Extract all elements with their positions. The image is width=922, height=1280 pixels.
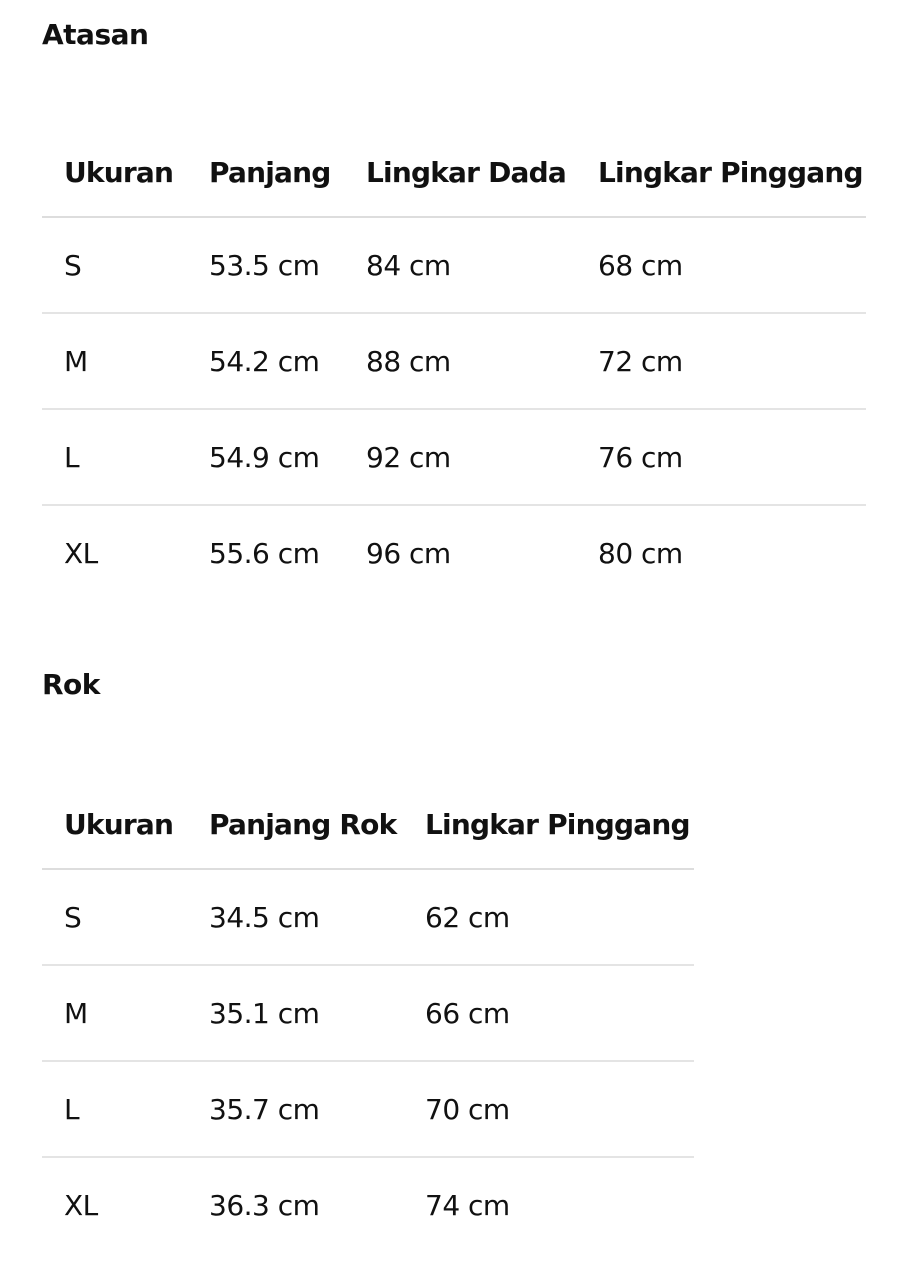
table-cell: 54.9 cm	[187, 409, 344, 505]
table-header-row	[42, 128, 866, 217]
table-cell: 68 cm	[576, 217, 866, 313]
table-cell: 54.2 cm	[187, 313, 344, 409]
table-cell: 36.3 cm	[209, 1188, 320, 1222]
table-row	[42, 965, 694, 1061]
table-cell: 35.7 cm	[187, 1061, 403, 1157]
column-header: Panjang	[187, 128, 344, 217]
column-header: Lingkar Dada	[344, 128, 576, 217]
table-cell: M	[42, 965, 187, 1061]
column-header: Lingkar Pinggang	[403, 780, 694, 869]
table-cell: 53.5 cm	[187, 217, 344, 313]
table-cell: 80 cm	[598, 536, 683, 570]
table-cell: S	[42, 217, 187, 313]
table-cell: XL	[64, 1188, 98, 1222]
table-row	[42, 1061, 694, 1157]
section-title-rok: Rok	[42, 668, 100, 701]
table-row	[42, 409, 866, 505]
table-cell: L	[42, 409, 187, 505]
size-table-atasan	[42, 128, 866, 600]
table-cell: 72 cm	[576, 313, 866, 409]
table-row	[42, 217, 866, 313]
table-cell: 96 cm	[366, 536, 451, 570]
table-row	[42, 869, 694, 965]
table-cell: 88 cm	[344, 313, 576, 409]
table-row	[42, 505, 866, 600]
table-cell: L	[42, 1061, 187, 1157]
section-title-atasan: Atasan	[42, 18, 149, 51]
table-cell: S	[42, 869, 187, 965]
table-cell: 34.5 cm	[187, 869, 403, 965]
table-cell: 35.1 cm	[187, 965, 403, 1061]
column-header: Ukuran	[42, 128, 187, 217]
table-header-row	[42, 780, 694, 869]
table-cell: 76 cm	[576, 409, 866, 505]
table-cell: 62 cm	[403, 869, 694, 965]
table-cell: 66 cm	[403, 965, 694, 1061]
size-table-rok	[42, 780, 694, 1252]
column-header: Lingkar Pinggang	[576, 128, 866, 217]
table-row	[42, 1157, 694, 1252]
table-cell: XL	[64, 536, 98, 570]
table-cell: 74 cm	[425, 1188, 510, 1222]
table-cell: 70 cm	[403, 1061, 694, 1157]
column-header: Ukuran	[42, 780, 187, 869]
table-cell: M	[42, 313, 187, 409]
column-header: Panjang Rok	[187, 780, 403, 869]
table-cell: 55.6 cm	[209, 536, 320, 570]
table-cell: 84 cm	[344, 217, 576, 313]
table-row	[42, 313, 866, 409]
table-cell: 92 cm	[344, 409, 576, 505]
